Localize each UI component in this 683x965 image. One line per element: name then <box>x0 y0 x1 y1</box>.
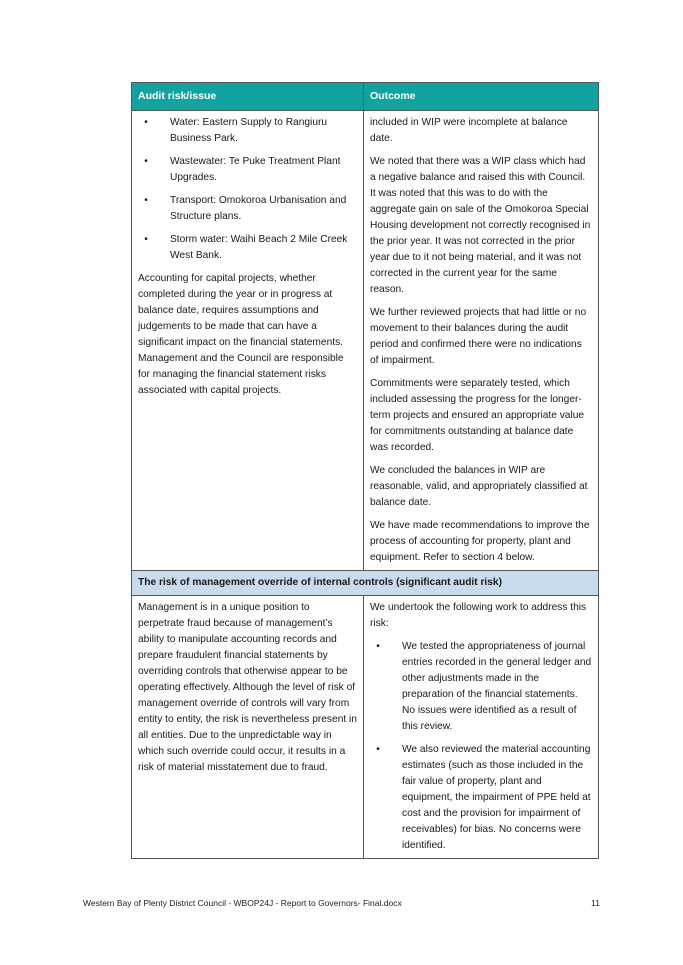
outcome-paragraph: included in WIP were incomplete at balance date. <box>370 117 568 144</box>
table-row <box>132 111 599 571</box>
list-item: • We also reviewed the material accounting estimates (such as those included in the fair value of property, plant and equipment, the impairment of PPE held at cost and the provision for impairment of receivables) for bias. No concerns were identified. <box>370 742 592 854</box>
work-performed-list <box>370 639 592 854</box>
bullet-icon: • <box>144 156 148 167</box>
outcome-paragraph: We concluded the balances in WIP are reasonable, valid, and appropriately classified at balance date. <box>370 465 588 508</box>
page-number: 11 <box>591 898 600 908</box>
audit-risk-table <box>131 82 599 859</box>
table-row <box>132 596 599 859</box>
outcome-paragraph: We have made recommendations to improve the process of accounting for property, plant and equipment. Refer to section 4 below. <box>370 520 590 563</box>
risk-cell <box>132 596 364 859</box>
outcome-cell <box>364 111 599 571</box>
list-item: • We tested the appropriateness of journal entries recorded in the general ledger and other adjustments made in the preparation of the financial statements. No issues were identified as a result of this review. <box>370 639 592 735</box>
bullet-icon: • <box>376 744 380 755</box>
risk-cell <box>132 111 364 571</box>
page-footer <box>83 898 600 908</box>
outcome-paragraph: Commitments were separately tested, which included assessing the progress for the longer-term projects and ensured an appropriate value for commitments outstanding at balance date was recorded. <box>370 378 585 453</box>
list-item: • Storm water: Waihi Beach 2 Mile Creek West Bank. <box>138 232 357 264</box>
list-item: • Wastewater: Te Puke Treatment Plant Upgrades. <box>138 154 357 186</box>
outcome-intro: We undertook the following work to address this risk: <box>370 602 587 629</box>
section-heading: The risk of management override of internal controls (significant audit risk) <box>132 571 599 596</box>
risk-paragraph: Management is in a unique position to perpetrate fraud because of management’s ability to manipulate accounting records and prepare fraudulent financial statements by overriding controls that otherwise appear to be operating effectively. Although the level of risk of management override of controls will vary from entity to entity, the risk is nevertheless present in all entities. Due to the unpredictable way in which such override could occur, it results in a risk of material misstatement due to fraud. <box>138 602 357 773</box>
section-heading-row <box>132 571 599 596</box>
bullet-icon: • <box>144 234 148 245</box>
table-header-row <box>132 83 599 111</box>
outcome-paragraph: We further reviewed projects that had little or no movement to their balances during the audit period and confirmed there were no indications of impairment. <box>370 307 587 366</box>
footer-document-title: Western Bay of Plenty District Council - WBOP24J - Report to Governors- Final.docx <box>83 898 402 908</box>
risk-paragraph: Accounting for capital projects, whether completed during the year or in progress at balance date, requires assumptions and judgements to be made that can have a significant impact on the financial statements. Management and the Council are responsible for managing the financial statement risks associated with capital projects. <box>138 273 344 396</box>
list-item: • Transport: Omokoroa Urbanisation and Structure plans. <box>138 193 357 225</box>
bullet-icon: • <box>144 117 148 128</box>
outcome-paragraph: We noted that there was a WIP class which had a negative balance and raised this with Council. It was noted that this was to do with the aggregate gain on sale of the Omokoroa Special Housing development not correctly recognised in the prior year. It was not corrected in the prior year due to it not being material, and it was not corrected in the current year for the same reason. <box>370 156 591 295</box>
list-item: • Water: Eastern Supply to Rangiuru Business Park. <box>138 115 357 147</box>
header-outcome: Outcome <box>364 83 599 111</box>
project-list <box>138 115 357 264</box>
outcome-cell <box>364 596 599 859</box>
header-audit-risk: Audit risk/issue <box>132 83 364 111</box>
bullet-icon: • <box>376 641 380 652</box>
bullet-icon: • <box>144 195 148 206</box>
